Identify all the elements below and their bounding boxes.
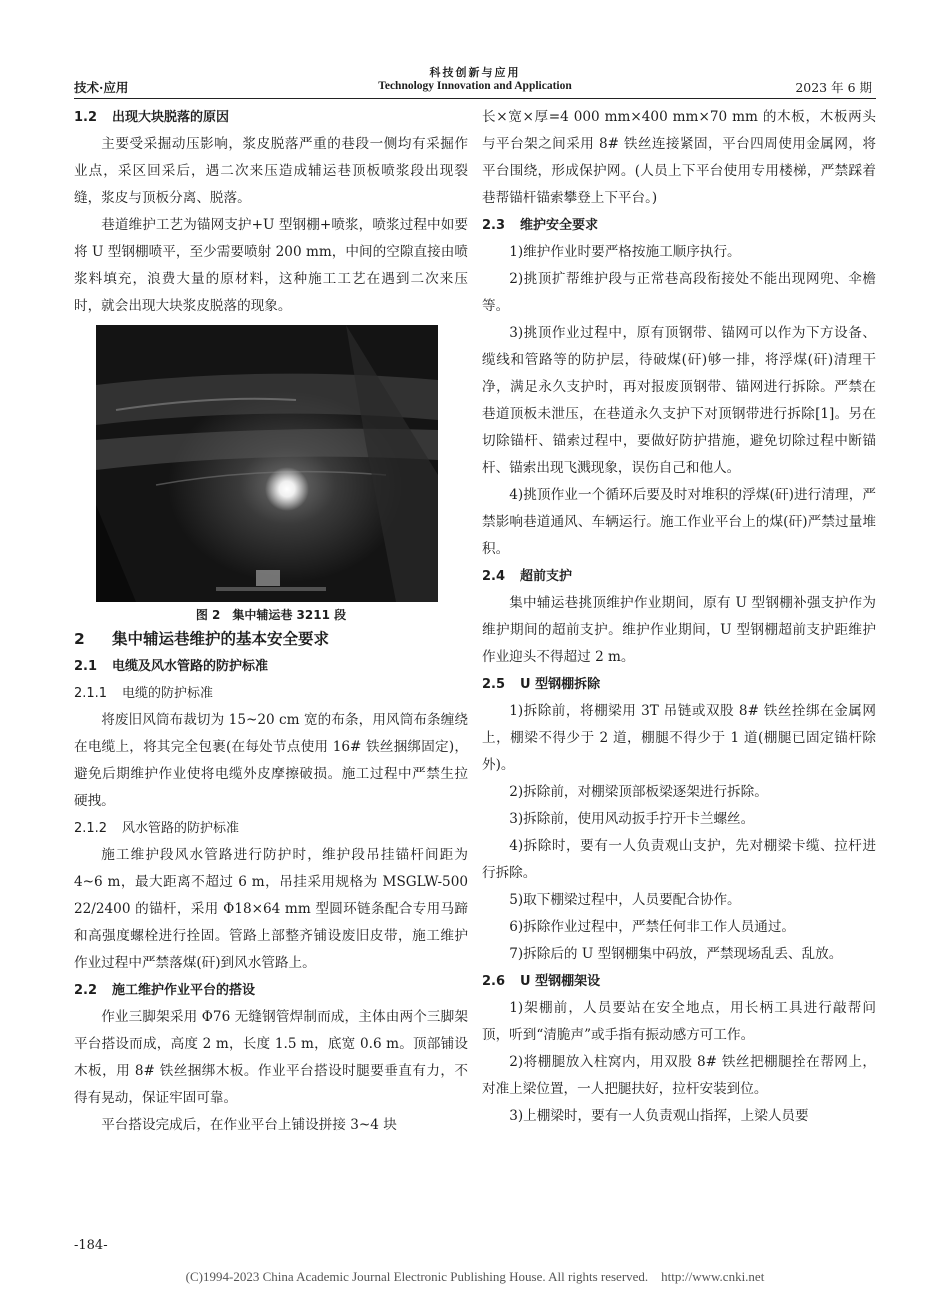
paragraph: 巷道维护工艺为锚网支护+U 型钢棚+喷浆，喷浆过程中如要将 U 型钢棚喷平，至少需要喷射 200 mm，中间的空隙直接由喷浆料填充，浪费大量的原材料，这种施工工艺在遇到二次来压时，就会出现大块浆皮脱落的现象。	[74, 217, 468, 314]
section-heading-2: 2 集中辅运巷维护的基本安全要求	[74, 630, 330, 648]
section-heading-2-1-1: 2.1.1 电缆的防护标准	[74, 686, 214, 701]
copyright-footer: (C)1994-2023 China Academic Journal Electronic Publishing House. All rights reserved. http://www.cnki.net	[185, 1269, 765, 1284]
section-heading-2-1-2: 2.1.2 风水管路的防护标准	[74, 821, 240, 836]
paragraph: 集中辅运巷挑顶维护作业期间，原有 U 型钢棚补强支护作为维护期间的超前支护。维护作业期间，U 型钢棚超前支护距维护作业迎头不得超过 2 m。	[482, 595, 876, 665]
issue-label: 2023 年 6 期	[795, 80, 872, 95]
section-heading-1-2: 1.2 出现大块脱落的原因	[74, 110, 230, 125]
list-item: 1)拆除前，将棚梁用 3T 吊链或双股 8# 铁丝拴绑在金属网上，棚梁不得少于 2 道，棚腿不得少于 1 道(棚腿已固定锚杆除外)。	[482, 703, 876, 773]
figure-caption: 图 2 集中辅运巷 3211 段	[195, 608, 347, 622]
figure-tunnel-photo	[96, 325, 438, 602]
section-heading-2-6: 2.6 U 型钢棚架设	[482, 974, 601, 989]
section-heading-2-3: 2.3 维护安全要求	[482, 218, 599, 233]
section-heading-2-1: 2.1 电缆及风水管路的防护标准	[74, 659, 269, 674]
paragraph: 长×宽×厚=4 000 mm×400 mm×70 mm 的木板，木板两头与平台架之间采用 8# 铁丝连接紧固，平台四周使用金属网，将平台围绕，形成保护网。(人员上下平台使用专用楼梯，严禁踩着巷帮锚杆锚索攀登上下平台。)	[482, 109, 876, 206]
list-item: 3)拆除前，使用风动扳手拧开卡兰螺丝。	[509, 811, 755, 827]
list-item: 4)挑顶作业一个循环后要及时对堆积的浮煤(矸)进行清理，严禁影响巷道通风、车辆运行。施工作业平台上的煤(矸)严禁过量堆积。	[482, 487, 876, 557]
journal-title-en: Technology Innovation and Application	[378, 80, 572, 92]
page-header	[0, 0, 950, 100]
page-number: -184-	[74, 1238, 108, 1253]
list-item: 2)挑顶扩帮维护段与正常巷高段衔接处不能出现网兜、伞檐等。	[482, 271, 876, 314]
paragraph: 将废旧风筒布裁切为 15~20 cm 宽的布条，用风筒布条缠绕在电缆上，将其完全包裹(在每处节点使用 16# 铁丝捆绑固定)，避免后期维护作业使将电缆外皮摩擦破损。施工过程中严禁生拉硬拽。	[74, 712, 468, 809]
list-item: 1)维护作业时要严格按施工顺序执行。	[509, 244, 741, 260]
list-item: 3)上棚梁时，要有一人负责观山指挥，上梁人员要	[509, 1108, 809, 1124]
list-item: 1)架棚前，人员要站在安全地点，用长柄工具进行敲帮问顶，听到“清脆声”或手指有振动感方可工作。	[482, 1000, 876, 1043]
journal-title-cn: 科技创新与应用	[429, 66, 521, 79]
list-item: 2)将棚腿放入柱窝内，用双股 8# 铁丝把棚腿拴在帮网上，对准上梁位置，一人把腿扶好，拉杆安装到位。	[482, 1054, 876, 1097]
paragraph: 主要受采掘动压影响，浆皮脱落严重的巷段一侧均有采掘作业点，采区回采后，遇二次来压造成辅运巷顶板喷浆段出现裂缝，浆皮与顶板分离、脱落。	[74, 136, 468, 206]
header-rule	[74, 98, 876, 99]
section-heading-2-2: 2.2 施工维护作业平台的搭设	[74, 983, 256, 998]
section-heading-2-5: 2.5 U 型钢棚拆除	[482, 677, 601, 692]
list-item: 6)拆除作业过程中，严禁任何非工作人员通过。	[509, 919, 796, 935]
paragraph: 施工维护段风水管路进行防护时，维护段吊挂锚杆间距为 4~6 m，最大距离不超过 6 m，吊挂采用规格为 MSGLW-500 22/2400 的锚杆，采用 Φ18×64 mm 型圆环链条配合专用马蹄和高强度螺栓进行拴固。管路上部整齐铺设废旧皮带，施工维护作业过程中严禁落煤(矸)到风水管路上。	[74, 847, 468, 971]
section-label: 技术·应用	[74, 80, 129, 95]
left-column	[74, 104, 468, 1139]
right-column	[482, 104, 876, 1130]
list-item: 4)拆除时，要有一人负责观山支护，先对棚梁卡缆、拉杆进行拆除。	[482, 838, 876, 881]
list-item: 7)拆除后的 U 型钢棚集中码放，严禁现场乱丢、乱放。	[509, 946, 843, 962]
list-item: 5)取下棚梁过程中，人员要配合协作。	[509, 892, 741, 908]
tunnel-photo	[96, 325, 438, 602]
list-item: 2)拆除前，对棚梁顶部板梁逐架进行拆除。	[509, 784, 768, 800]
paragraph: 平台搭设完成后，在作业平台上铺设拼接 3~4 块	[101, 1117, 397, 1133]
section-heading-2-4: 2.4 超前支护	[482, 569, 573, 584]
list-item: 3)挑顶作业过程中，原有顶钢带、锚网可以作为下方设备、缆线和管路等的防护层，待破煤(矸)够一排，将浮煤(矸)清理干净，满足永久支护时，再对报废顶钢带、锚网进行拆除。严禁在巷道顶板未泄压，在巷道永久支护下对顶钢带进行拆除[1]。另在切除锚杆、锚索过程中，要做好防护措施，避免切除过程中断锚杆、锚索出现飞溅现象，误伤自己和他人。	[482, 325, 876, 476]
paragraph: 作业三脚架采用 Φ76 无缝钢管焊制而成，主体由两个三脚架平台搭设而成，高度 2 m，长度 1.5 m，底宽 0.6 m。顶部铺设木板，用 8# 铁丝捆绑木板。作业平台搭设时腿要垂直有力，不得有晃动，保证牢固可靠。	[74, 1009, 468, 1106]
